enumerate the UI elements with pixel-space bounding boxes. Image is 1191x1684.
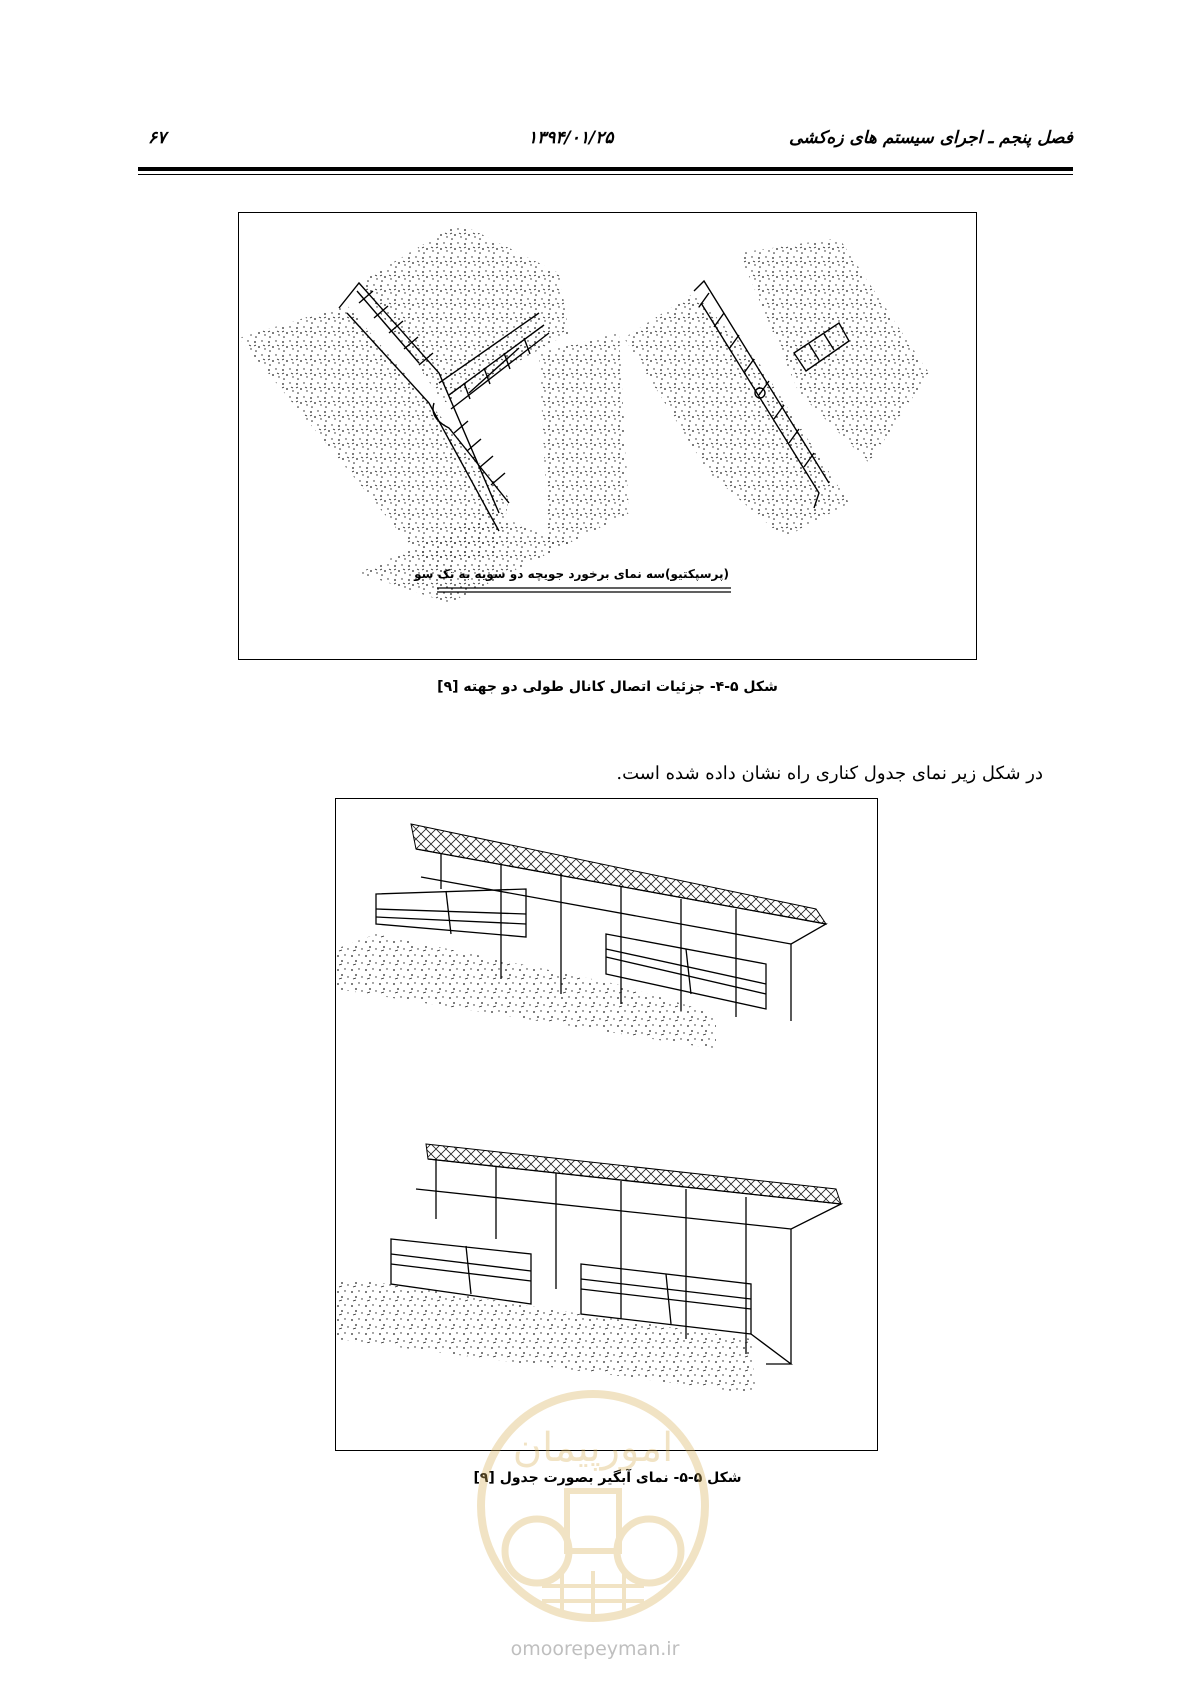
page-number: ۶۷ xyxy=(148,128,167,148)
omoorepeyman-logo xyxy=(462,1386,724,1626)
header-rule-thick xyxy=(138,167,1073,171)
header-rule-thin xyxy=(138,174,1073,175)
watermark-url: omoorepeyman.ir xyxy=(510,1638,680,1660)
left-perspective-junction xyxy=(239,223,629,603)
figure-2-frame xyxy=(335,798,878,1451)
figure-2-caption: شکل ۵-۵- نمای آبگیر بصورت جدول [۹] xyxy=(473,1470,742,1486)
header-date: ۱۳۹۴/۰۱/۲۵ xyxy=(528,128,614,148)
svg-text:(پرسپکتیو)سه نمای برخورد جویچه: (پرسپکتیو)سه نمای برخورد جویچه دو سویه به تک سو xyxy=(414,567,729,581)
chapter-title: فصل پنجم ـ اجرای سیستم های زه‌کشی xyxy=(788,128,1073,148)
right-perspective-channel xyxy=(624,238,929,538)
svg-text:امورپیمان: امورپیمان xyxy=(512,1425,674,1471)
figure-1-inner-label xyxy=(413,567,731,592)
figure-1-caption: شکل ۵-۴- جزئیات اتصال کانال طولی دو جهته [۹] xyxy=(437,679,778,695)
figure-1-frame xyxy=(238,212,977,660)
lower-curb-view xyxy=(336,1144,841,1394)
body-paragraph: در شکل زیر نمای جدول کناری راه نشان داده شده است. xyxy=(616,763,1043,784)
figure-1-drawing xyxy=(239,213,977,660)
figure-2-drawing xyxy=(336,799,878,1451)
upper-curb-view xyxy=(336,824,826,1049)
